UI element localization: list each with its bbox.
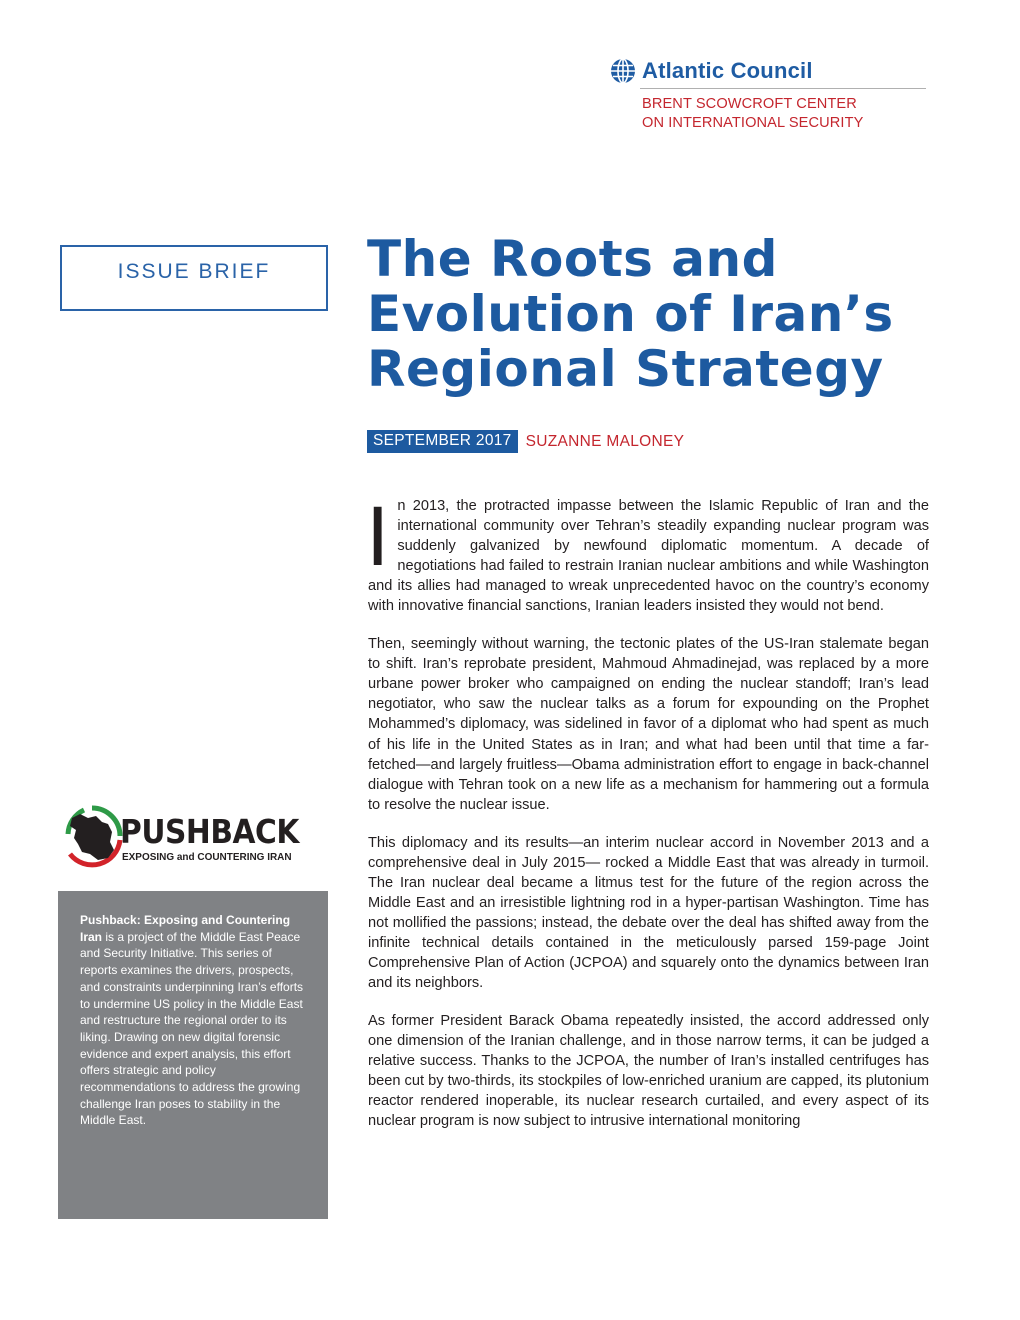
byline [367, 430, 684, 453]
pushback-wordmark: PUSHBACK [120, 812, 299, 851]
center-name [642, 95, 926, 133]
document-title [367, 232, 967, 397]
drop-cap: I [366, 489, 390, 583]
paragraph-3: This diplomacy and its results—an interim nuclear accord in November 2013 and a comprehensive deal in July 2015— rocked a Middle East that was already in turmoil. The Iran nuclear deal became a litmus test for the future of the region across the Middle East and an irresistible lightning rod in a hyper-partisan Washington. Time has not mollified the passions; instead, the debate over the deal has shifted away from the infinite technical details contained in the meticulously parsed 159-page Joint Comprehensive Plan of Action (JCPOA) and squarely onto the dynamics between Iran and its neighbors. [368, 834, 929, 992]
title-line-2: Evolution of Iran’s [367, 285, 894, 343]
atlantic-council-logo [610, 58, 926, 133]
pushback-logo [62, 804, 324, 872]
pushback-tagline: EXPOSING and COUNTERING IRAN [122, 851, 292, 863]
iran-map-icon [62, 804, 124, 872]
sidebar-text: is a project of the Middle East Peace and Security Initiative. This series of reports examines the drivers, prospects, and constraints underpinning Iran’s efforts to undermine US policy in the Middle East and restructure the regional order to its liking. Drawing on new digital forensic evidence and expert analysis, this effort offers strategic and policy recommendations to address the growing challenge Iran poses to stability in the Middle East. [80, 929, 304, 1128]
sidebar-project-name: Pushback: Exposing and Countering Iran [80, 913, 291, 944]
author-name: SUZANNE MALONEY [525, 432, 685, 450]
paragraph-2: Then, seemingly without warning, the tectonic plates of the US-Iran stalemate began to shift. Iran’s reprobate president, Mahmoud Ahmadinejad, was replaced by a more urbane power broker who campaigned on ending the nuclear standoff; Iran’s lead negotiator, who saw the nuclear talks as a forum for expounding on the Prophet Mohammed’s diplomacy, was sidelined in favor of a diplomat who had spent as much of his life in the United States as in Iran; and what had been until that time a far-fetched—and largely fruitless—Obama administration effort to engage in back-channel dialogue with Tehran took on a new life as a mechanism for hammering out a formula to resolve the nuclear issue. [368, 636, 929, 813]
org-name: Atlantic Council [642, 58, 813, 83]
center-line-2: ON INTERNATIONAL SECURITY [642, 115, 864, 131]
issue-brief-label: ISSUE BRIEF [117, 260, 271, 283]
article-body [366, 489, 929, 1149]
logo-divider [640, 88, 926, 89]
globe-icon [610, 58, 636, 84]
paragraph-1-text: n 2013, the protracted impasse between the Islamic Republic of Iran and the international community over Tehran’s steadily expanding nuclear program was suddenly galvanized by newfound diplomatic momentum. A decade of negotiations had failed to restrain Iranian nuclear ambitions and while Washington and its allies had managed to wreak unprecedented havoc on the country’s economy with innovative financial sanctions, Iranian leaders insisted they would not bend. [368, 498, 929, 615]
project-description-sidebar [58, 891, 328, 1219]
paragraph-4: As former President Barack Obama repeatedly insisted, the accord addressed only one dimension of the Iranian challenge, and in those narrow terms, it can be judged a relative success. Thanks to the JCPOA, the number of Iran’s installed centrifuges has been cut by two-thirds, its stockpiles of low-enriched uranium are capped, its plutonium reactor rendered inoperable, its nuclear research curtailed, and every aspect of its nuclear program is now subject to intrusive international monitoring [368, 1013, 929, 1130]
title-line-1: The Roots and [367, 230, 778, 288]
center-line-1: BRENT SCOWCROFT CENTER [642, 96, 857, 112]
publication-date: SEPTEMBER 2017 [367, 430, 518, 453]
paragraph-1 [366, 489, 929, 616]
issue-brief-label-box [60, 245, 328, 311]
title-line-3: Regional Strategy [367, 340, 884, 398]
